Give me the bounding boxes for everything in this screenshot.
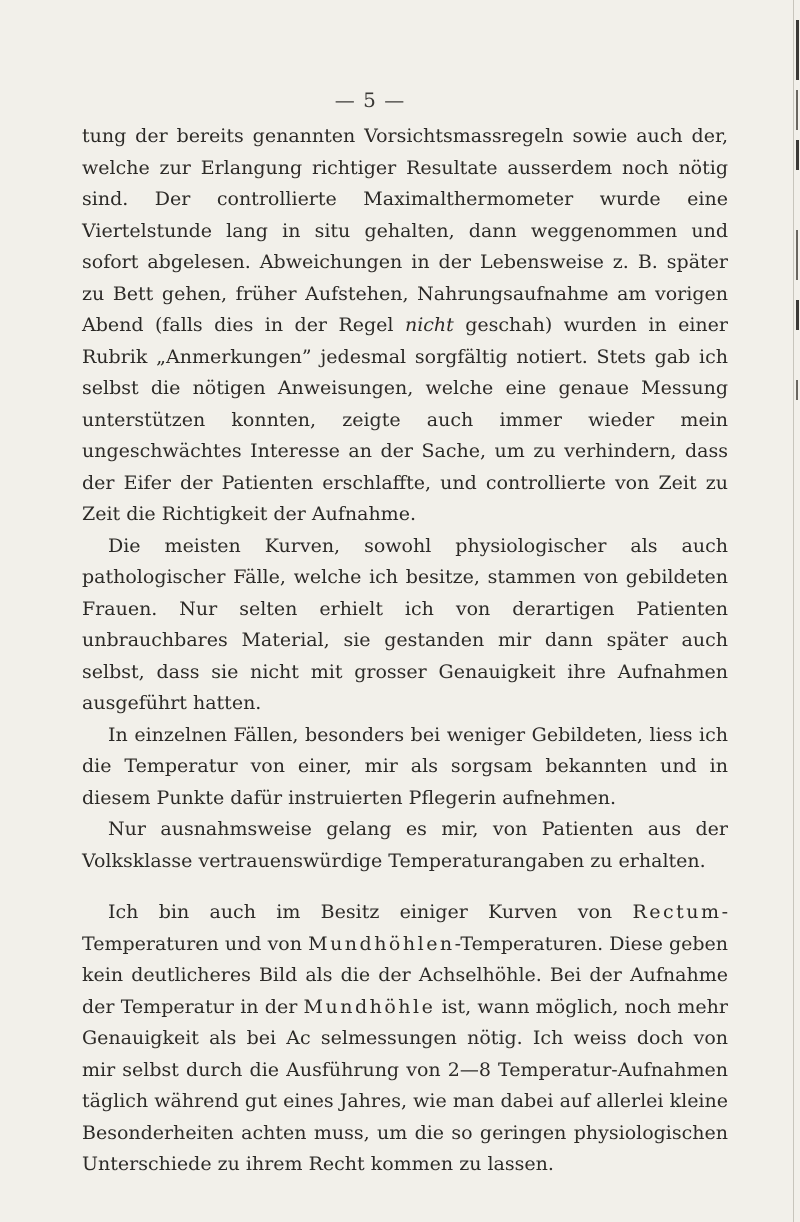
text-run: ist, wann möglich, noch mehr Genauigkeit als bei Ac selmessungen nötig. Ich weiss doch von mir selbst durch die Ausführung von 2—8 Temperatur-Aufnahmen täglich während gut eines Jahres, wie man dabei auf allerlei kleine Besonderheiten achten muss, um die so geringen physiologischen Unterschiede zu ihrem Recht kommen zu lassen. [82, 995, 728, 1175]
paragraph [82, 121, 728, 531]
text-run: In einzelnen Fällen, besonders bei weniger Gebildeten, liess ich die Temperatur von einer, mir als sorgsam bekannten und in diesem Punkte dafür instruierten Pflegerin aufnehmen. [82, 723, 728, 809]
text-run: Nur ausnahmsweise gelang es mir, von Patienten aus der Volksklasse vertrauenswürdige Temperaturangaben zu erhalten. [82, 818, 728, 872]
paragraph [82, 720, 728, 815]
page-number: — 5 — [334, 88, 406, 112]
body-text [82, 121, 728, 1181]
text-run: -Temperaturen. Diese geben kein deutlicheres Bild als die der Achselhöhle. Bei der Aufnahme der Temperatur in der [82, 932, 728, 1018]
text-run: -Temperaturen und von [82, 901, 728, 955]
text-run: geschah) wurden in einer Rubrik „Anmerkungen” jedesmal sorgfältig notiert. Stets gab ich selbst die nötigen Anweisungen, welche eine genaue Messung unterstützen konnten, zeigte auch immer wieder mein ungeschwächtes Interesse an der Sache, um zu verhindern, dass der Eifer der Patienten erschlaffte, und controllierte von Zeit zu Zeit die Richtigkeit der Aufnahme. [82, 314, 728, 525]
spaced-emphasis-text: Mundhöhle [303, 995, 436, 1018]
page-edge-marks [794, 0, 800, 1222]
paragraph [82, 814, 728, 877]
spaced-emphasis-text: Mundhöhlen [308, 932, 455, 955]
spaced-emphasis-text: Rectum [632, 901, 722, 923]
text-run: tung der bereits genannten Vorsichtsmassregeln sowie auch der, welche zur Erlangung richtiger Resultate ausserdem noch nötig sind. Der controllierte Maximalthermometer wurde eine Viertelstunde lang in situ gehalten, dann weggenommen und sofort abgelesen. Abweichungen in der Lebensweise z. B. später zu Bett gehen, früher Aufstehen, Nahrungsaufnahme am vorigen Abend (falls dies in der Regel [82, 125, 728, 336]
text-run: Die meisten Kurven, sowohl physiologischer als auch pathologischer Fälle, welche ich besitze, stammen von gebildeten Frauen. Nur selten erhielt ich von derartigen Patienten unbrauchbares Material, sie gestanden mir dann später auch selbst, dass sie nicht mit grosser Genauigkeit ihre Aufnahmen ausgeführt hatten. [82, 534, 728, 714]
text-run: Ich bin auch im Besitz einiger Kurven von [108, 901, 633, 923]
italic-text: nicht [404, 314, 454, 336]
paragraph [82, 897, 728, 1181]
paragraph [82, 531, 728, 720]
